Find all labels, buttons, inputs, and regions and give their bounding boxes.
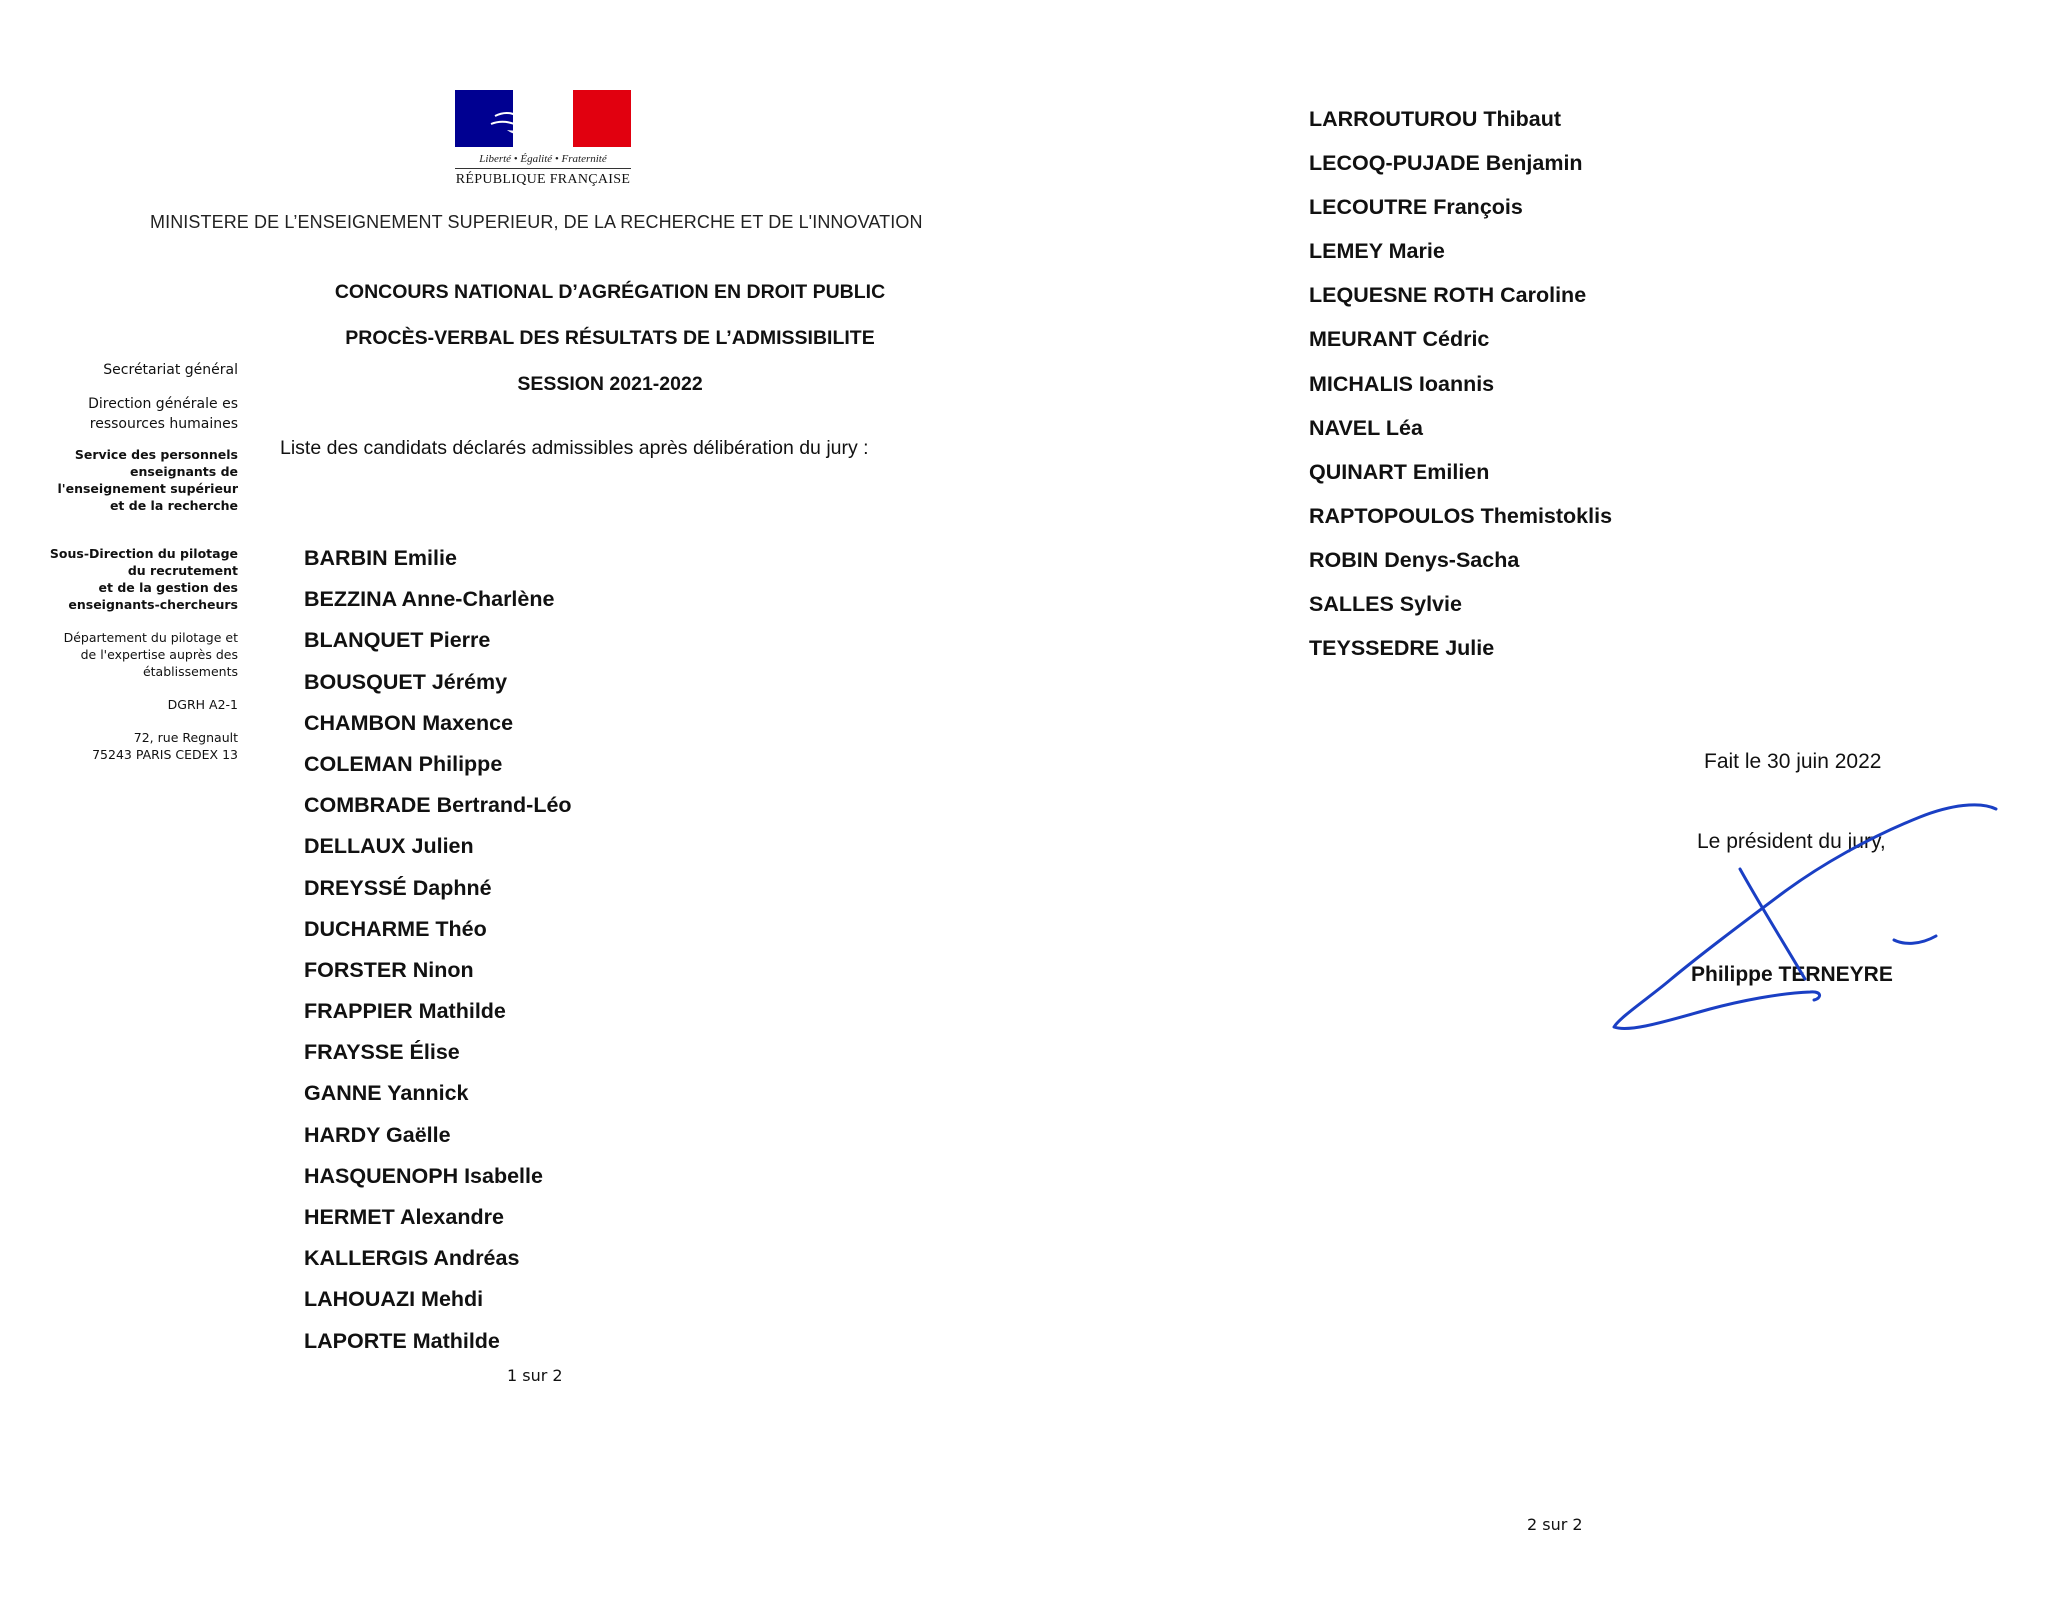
sidebar-departement: Département du pilotage et de l'expertise auprès des établissements <box>63 630 238 679</box>
candidate-name: HERMET Alexandre <box>304 1205 504 1229</box>
sidebar-code: DGRH A2-1 <box>167 697 238 712</box>
session-label: SESSION 2021-2022 <box>517 373 703 395</box>
candidate-name: DREYSSÉ Daphné <box>304 875 492 900</box>
document-title: CONCOURS NATIONAL D’AGRÉGATION EN DROIT PUBLIC <box>334 281 886 303</box>
logo-republic-text: RÉPUBLIQUE FRANÇAISE <box>455 172 631 187</box>
logo-motto: Liberté • Égalité • Fraternité <box>479 153 607 165</box>
candidate-name: LARROUTUROU Thibaut <box>1309 107 1561 131</box>
signature-date: Fait le 30 juin 2022 <box>1704 750 1882 773</box>
candidate-name: LAPORTE Mathilde <box>304 1328 500 1353</box>
document-subtitle: PROCÈS-VERBAL DES RÉSULTATS DE L’ADMISSIBILITE <box>345 327 875 349</box>
candidate-name: FRAYSSE Élise <box>304 1040 460 1065</box>
candidate-name: SALLES Sylvie <box>1309 592 1462 617</box>
candidate-name: ROBIN Denys-Sacha <box>1309 547 1520 572</box>
candidate-name: MICHALIS Ioannis <box>1309 371 1495 396</box>
candidate-name: HASQUENOPH Isabelle <box>304 1163 543 1188</box>
marianne-flag-block <box>455 90 631 147</box>
document-titles <box>230 280 990 418</box>
candidate-name: FORSTER Ninon <box>304 957 474 982</box>
candidate-name: DELLAUX Julien <box>304 834 474 859</box>
president-name: Philippe TERNEYRE <box>1691 963 1893 986</box>
candidate-name: FRAPPIER Mathilde <box>304 999 506 1024</box>
candidate-name: BARBIN Emilie <box>304 546 457 570</box>
candidate-name: TEYSSEDRE Julie <box>1309 636 1495 661</box>
candidate-name: KALLERGIS Andréas <box>304 1246 520 1271</box>
handwritten-signature <box>1600 795 2010 1035</box>
candidate-name: LAHOUAZI Mehdi <box>304 1287 484 1312</box>
candidate-name: BOUSQUET Jérémy <box>304 669 508 694</box>
president-label: Le président du jury, <box>1697 830 1886 853</box>
candidate-name: BLANQUET Pierre <box>304 628 491 653</box>
candidate-name: BEZZINA Anne-Charlène <box>304 587 555 612</box>
administrative-sidebar <box>40 360 238 763</box>
candidate-list-page-2 <box>1309 104 1612 677</box>
candidate-name: QUINART Emilien <box>1309 459 1490 484</box>
candidate-name: HARDY Gaëlle <box>304 1122 451 1147</box>
candidate-name: MEURANT Cédric <box>1309 327 1490 352</box>
ministry-name: MINISTERE DE L’ENSEIGNEMENT SUPERIEUR, DE LA RECHERCHE ET DE L'INNOVATION <box>150 212 923 232</box>
sidebar-sous-direction: Sous-Direction du pilotage du recrutement et de la gestion des enseignants-chercheurs <box>49 546 238 612</box>
marianne-logo <box>455 90 631 188</box>
candidate-name: DUCHARME Théo <box>304 916 487 941</box>
candidate-name: RAPTOPOULOS Themistoklis <box>1309 503 1613 528</box>
sidebar-secretariat: Secrétariat général <box>103 362 238 378</box>
candidate-name: COLEMAN Philippe <box>304 751 503 776</box>
candidate-name: LECOQ-PUJADE Benjamin <box>1309 151 1583 176</box>
sidebar-address: 72, rue Regnault 75243 PARIS CEDEX 13 <box>92 730 238 762</box>
candidate-name: GANNE Yannick <box>304 1081 469 1106</box>
sidebar-service: Service des personnels enseignants de l'enseignement supérieur et de la recherche <box>57 447 238 513</box>
candidate-name: LECOUTRE François <box>1309 195 1523 220</box>
page-number-1: 1 sur 2 <box>507 1366 563 1385</box>
candidate-name: COMBRADE Bertrand-Léo <box>304 793 572 818</box>
page-number-2: 2 sur 2 <box>1527 1515 1583 1534</box>
candidate-name: CHAMBON Maxence <box>304 710 514 735</box>
candidate-list-page-1 <box>304 544 572 1368</box>
candidate-name: LEMEY Marie <box>1309 239 1445 264</box>
marianne-profile-icon <box>455 90 631 147</box>
candidate-name: LEQUESNE ROTH Caroline <box>1309 283 1587 308</box>
intro-text: Liste des candidats déclarés admissibles après délibération du jury : <box>280 437 869 459</box>
candidate-name: NAVEL Léa <box>1309 415 1423 440</box>
sidebar-direction: Direction générale es ressources humaines <box>88 396 238 432</box>
logo-divider <box>455 168 631 169</box>
